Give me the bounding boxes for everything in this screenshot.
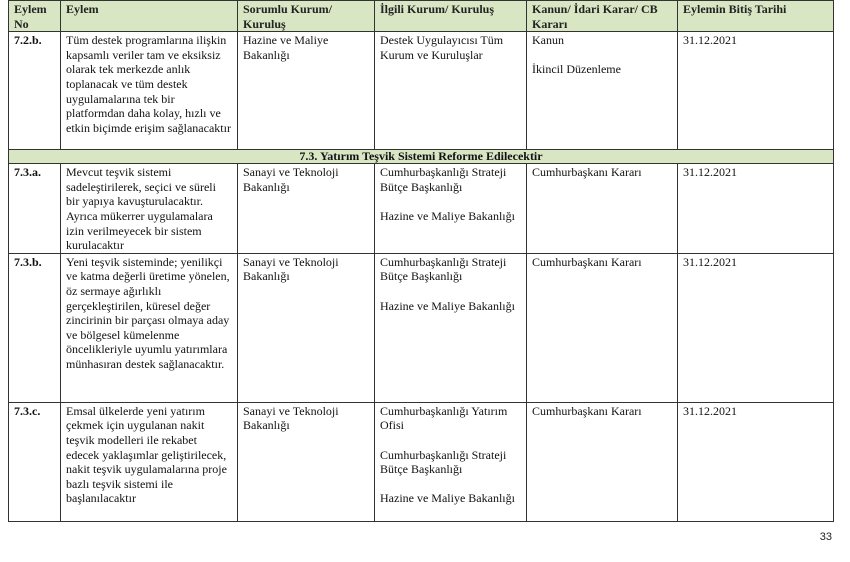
ilgili-line-1: Cumhurbaşkanlığı Strateji Bütçe Başkanlığı (380, 254, 507, 284)
table-row (9, 164, 834, 254)
row-bitis: 31.12.2021 (678, 32, 834, 150)
header-bitis: Eylemin Bitiş Tarihi (678, 1, 834, 32)
row-eylem: Emsal ülkelerde yeni yatırım çekmek için uygulanan nakit teşvik modelleri ile rekabet edecek yaklaşımlar geliştirilecek, nakit teşvik uygulamalarına proje bazlı teşvik sistemi ile başlanılacaktır (61, 402, 238, 521)
header-sorumlu: Sorumlu Kurum/ Kuruluş (238, 1, 375, 32)
header-kanun: Kanun/ İdari Karar/ CB Kararı (527, 1, 678, 32)
row-bitis: 31.12.2021 (678, 164, 834, 254)
row-bitis: 31.12.2021 (678, 402, 834, 521)
header-ilgili: İlgili Kurum/ Kuruluş (375, 1, 527, 32)
table-row (9, 402, 834, 521)
row-sorumlu: Hazine ve Maliye Bakanlığı (238, 32, 375, 150)
row-ilgili (375, 164, 527, 254)
row-bitis: 31.12.2021 (678, 253, 834, 402)
row-sorumlu: Sanayi ve Teknoloji Bakanlığı (238, 164, 375, 254)
section-row (9, 150, 834, 164)
row-number: 7.3.c. (9, 402, 61, 521)
ilgili-line-2: Cumhurbaşkanlığı Strateji Bütçe Başkanlığı (380, 447, 507, 477)
row-kanun: Cumhurbaşkanı Kararı (527, 164, 678, 254)
kanun-line-2: İkincil Düzenleme (532, 62, 621, 77)
row-number: 7.2.b. (9, 32, 61, 150)
table-row (9, 32, 834, 150)
header-eylem: Eylem (61, 1, 238, 32)
row-ilgili: Destek Uygulayıcısı Tüm Kurum ve Kuruluşlar (375, 32, 527, 150)
row-eylem: Mevcut teşvik sistemi sadeleştirilerek, seçici ve süreli bir yapıya kavuşturulacaktır. Ayrıca mükerrer uygulamalara izin verilmeyecek bir sistem kurulacaktır (61, 164, 238, 254)
page-number: 33 (819, 531, 832, 543)
row-kanun (527, 32, 678, 150)
row-ilgili (375, 402, 527, 521)
row-number: 7.3.a. (9, 164, 61, 254)
row-kanun: Cumhurbaşkanı Kararı (527, 402, 678, 521)
section-title: 7.3. Yatırım Teşvik Sistemi Reforme Edilecektir (9, 150, 834, 164)
row-number: 7.3.b. (9, 253, 61, 402)
action-plan-table (8, 0, 834, 522)
header-row (9, 1, 834, 32)
row-ilgili (375, 253, 527, 402)
kanun-line-1: Kanun (532, 33, 564, 48)
ilgili-line-2: Hazine ve Maliye Bakanlığı (380, 298, 515, 313)
row-kanun: Cumhurbaşkanı Kararı (527, 253, 678, 402)
ilgili-line-1: Cumhurbaşkanlığı Yatırım Ofisi (380, 403, 508, 433)
ilgili-line-3: Hazine ve Maliye Bakanlığı (380, 491, 515, 506)
row-sorumlu: Sanayi ve Teknoloji Bakanlığı (238, 402, 375, 521)
row-sorumlu: Sanayi ve Teknoloji Bakanlığı (238, 253, 375, 402)
header-no: Eylem No (9, 1, 61, 32)
table-row (9, 253, 834, 402)
ilgili-line-1: Cumhurbaşkanlığı Strateji Bütçe Başkanlığı (380, 165, 507, 194)
row-eylem: Yeni teşvik sisteminde; yenilikçi ve katma değerli üretime yönelen, öz sermaye ağırlıklı gerçekleştirilen, küresel değer zincirinin bir parçası olmaya aday ve bölgesel kümelenme öncelikleriyle uyumlu yatırımlara münhasıran destek sağlanacaktır. (61, 253, 238, 402)
ilgili-line-2: Hazine ve Maliye Bakanlığı (380, 208, 515, 223)
row-eylem: Tüm destek programlarına ilişkin kapsamlı veriler tam ve eksiksiz olarak tek merkezde anlık toplanacak ve tüm destek uygulamalarına tek bir platformdan daha kolay, hızlı ve etkin biçimde erişim sağlanacaktır (61, 32, 238, 150)
